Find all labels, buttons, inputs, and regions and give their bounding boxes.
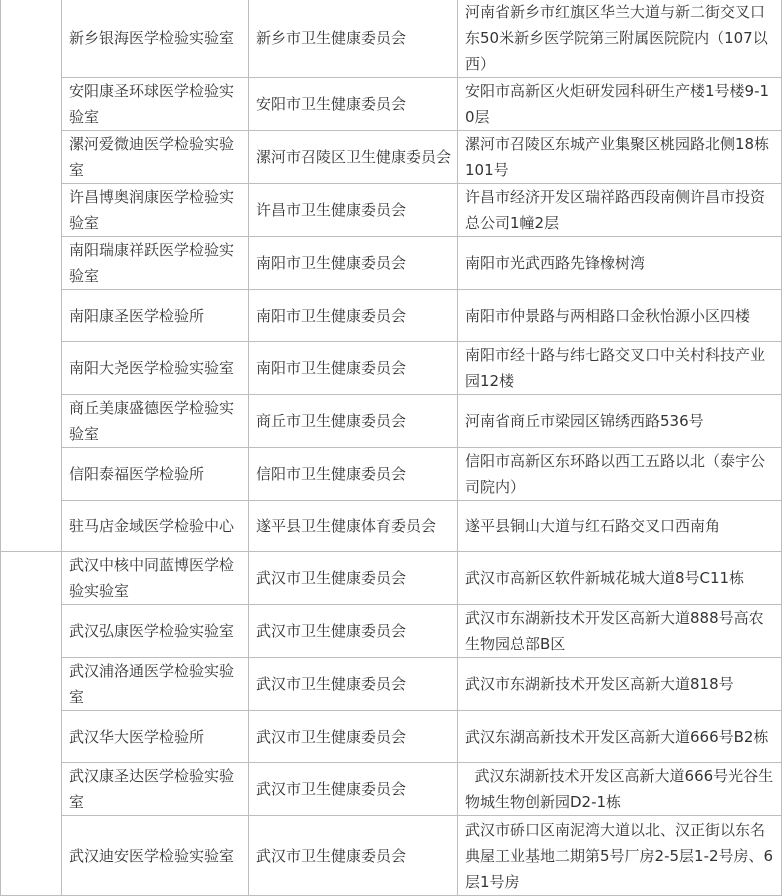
table-row — [1, 395, 782, 448]
table-row — [1, 605, 782, 658]
authority: 武汉市卫生健康委员会 — [249, 552, 458, 605]
authority: 漯河市召陵区卫生健康委员会 — [249, 131, 458, 184]
table-row — [1, 711, 782, 763]
lab-name: 武汉康圣达医学检验实验室 — [62, 763, 249, 816]
authority: 遂平县卫生健康体育委员会 — [249, 501, 458, 552]
authority: 许昌市卫生健康委员会 — [249, 184, 458, 237]
address: 漯河市召陵区东城产业集聚区桃园路北侧18栋101号 — [458, 131, 782, 184]
address: 武汉市东湖新技术开发区高新大道888号高农生物园总部B区 — [458, 605, 782, 658]
lab-name: 南阳康圣医学检验所 — [62, 290, 249, 342]
lab-name: 武汉华大医学检验所 — [62, 711, 249, 763]
address: 武汉市东湖新技术开发区高新大道818号 — [458, 658, 782, 711]
address: 遂平县铜山大道与红石路交叉口西南角 — [458, 501, 782, 552]
table-row — [1, 0, 782, 78]
table-row — [1, 342, 782, 395]
table-row — [1, 658, 782, 711]
table-row — [1, 816, 782, 896]
address: 武汉市高新区软件新城花城大道8号C11栋 — [458, 552, 782, 605]
lab-name: 武汉浦洛通医学检验实验室 — [62, 658, 249, 711]
table-row — [1, 290, 782, 342]
address: 武汉东湖新技术开发区高新大道666号光谷生物城生物创新园D2-1栋 — [458, 763, 782, 816]
authority: 南阳市卫生健康委员会 — [249, 342, 458, 395]
authority: 武汉市卫生健康委员会 — [249, 816, 458, 896]
lab-name: 驻马店金域医学检验中心 — [62, 501, 249, 552]
table-row — [1, 501, 782, 552]
lab-name: 许昌博奥润康医学检验实验室 — [62, 184, 249, 237]
table-row — [1, 763, 782, 816]
province-cell — [1, 552, 62, 896]
authority: 安阳市卫生健康委员会 — [249, 78, 458, 131]
lab-name: 商丘美康盛德医学检验实验室 — [62, 395, 249, 448]
lab-name: 安阳康圣环球医学检验实验室 — [62, 78, 249, 131]
lab-name: 南阳大尧医学检验实验室 — [62, 342, 249, 395]
table-row — [1, 552, 782, 605]
address: 南阳市仲景路与两相路口金秋怡源小区四楼 — [458, 290, 782, 342]
address: 许昌市经济开发区瑞祥路西段南侧许昌市投资总公司1幢2层 — [458, 184, 782, 237]
lab-name: 武汉中核中同蓝博医学检验实验室 — [62, 552, 249, 605]
table-row — [1, 237, 782, 290]
address: 武汉市硚口区南泥湾大道以北、汉正街以东名典屋工业基地二期第5号厂房2-5层1-2号房、6层1号房 — [458, 816, 782, 896]
lab-name: 南阳瑞康祥跃医学检验实验室 — [62, 237, 249, 290]
authority: 武汉市卫生健康委员会 — [249, 711, 458, 763]
authority: 南阳市卫生健康委员会 — [249, 237, 458, 290]
authority: 信阳市卫生健康委员会 — [249, 448, 458, 501]
address: 河南省新乡市红旗区华兰大道与新二街交叉口东50米新乡医学院第三附属医院院内（107以西） — [458, 0, 782, 78]
lab-name: 信阳泰福医学检验所 — [62, 448, 249, 501]
lab-name: 新乡银海医学检验实验室 — [62, 0, 249, 78]
address: 河南省商丘市梁园区锦绣西路536号 — [458, 395, 782, 448]
authority: 南阳市卫生健康委员会 — [249, 290, 458, 342]
lab-name: 武汉弘康医学检验实验室 — [62, 605, 249, 658]
authority: 商丘市卫生健康委员会 — [249, 395, 458, 448]
province-cell — [1, 0, 62, 552]
address: 安阳市高新区火炬研发园科研生产楼1号楼9-10层 — [458, 78, 782, 131]
address: 南阳市光武西路先锋橡树湾 — [458, 237, 782, 290]
authority: 武汉市卫生健康委员会 — [249, 605, 458, 658]
address: 信阳市高新区东环路以西工五路以北（泰宇公司院内） — [458, 448, 782, 501]
table-row — [1, 448, 782, 501]
address: 武汉东湖高新技术开发区高新大道666号B2栋 — [458, 711, 782, 763]
table-row — [1, 184, 782, 237]
authority: 武汉市卫生健康委员会 — [249, 658, 458, 711]
table-row — [1, 131, 782, 184]
table-row — [1, 78, 782, 131]
lab-name: 武汉迪安医学检验实验室 — [62, 816, 249, 896]
lab-name: 漯河爱微迪医学检验实验室 — [62, 131, 249, 184]
authority: 武汉市卫生健康委员会 — [249, 763, 458, 816]
authority: 新乡市卫生健康委员会 — [249, 0, 458, 78]
address: 南阳市经十路与纬七路交叉口中关村科技产业园12楼 — [458, 342, 782, 395]
